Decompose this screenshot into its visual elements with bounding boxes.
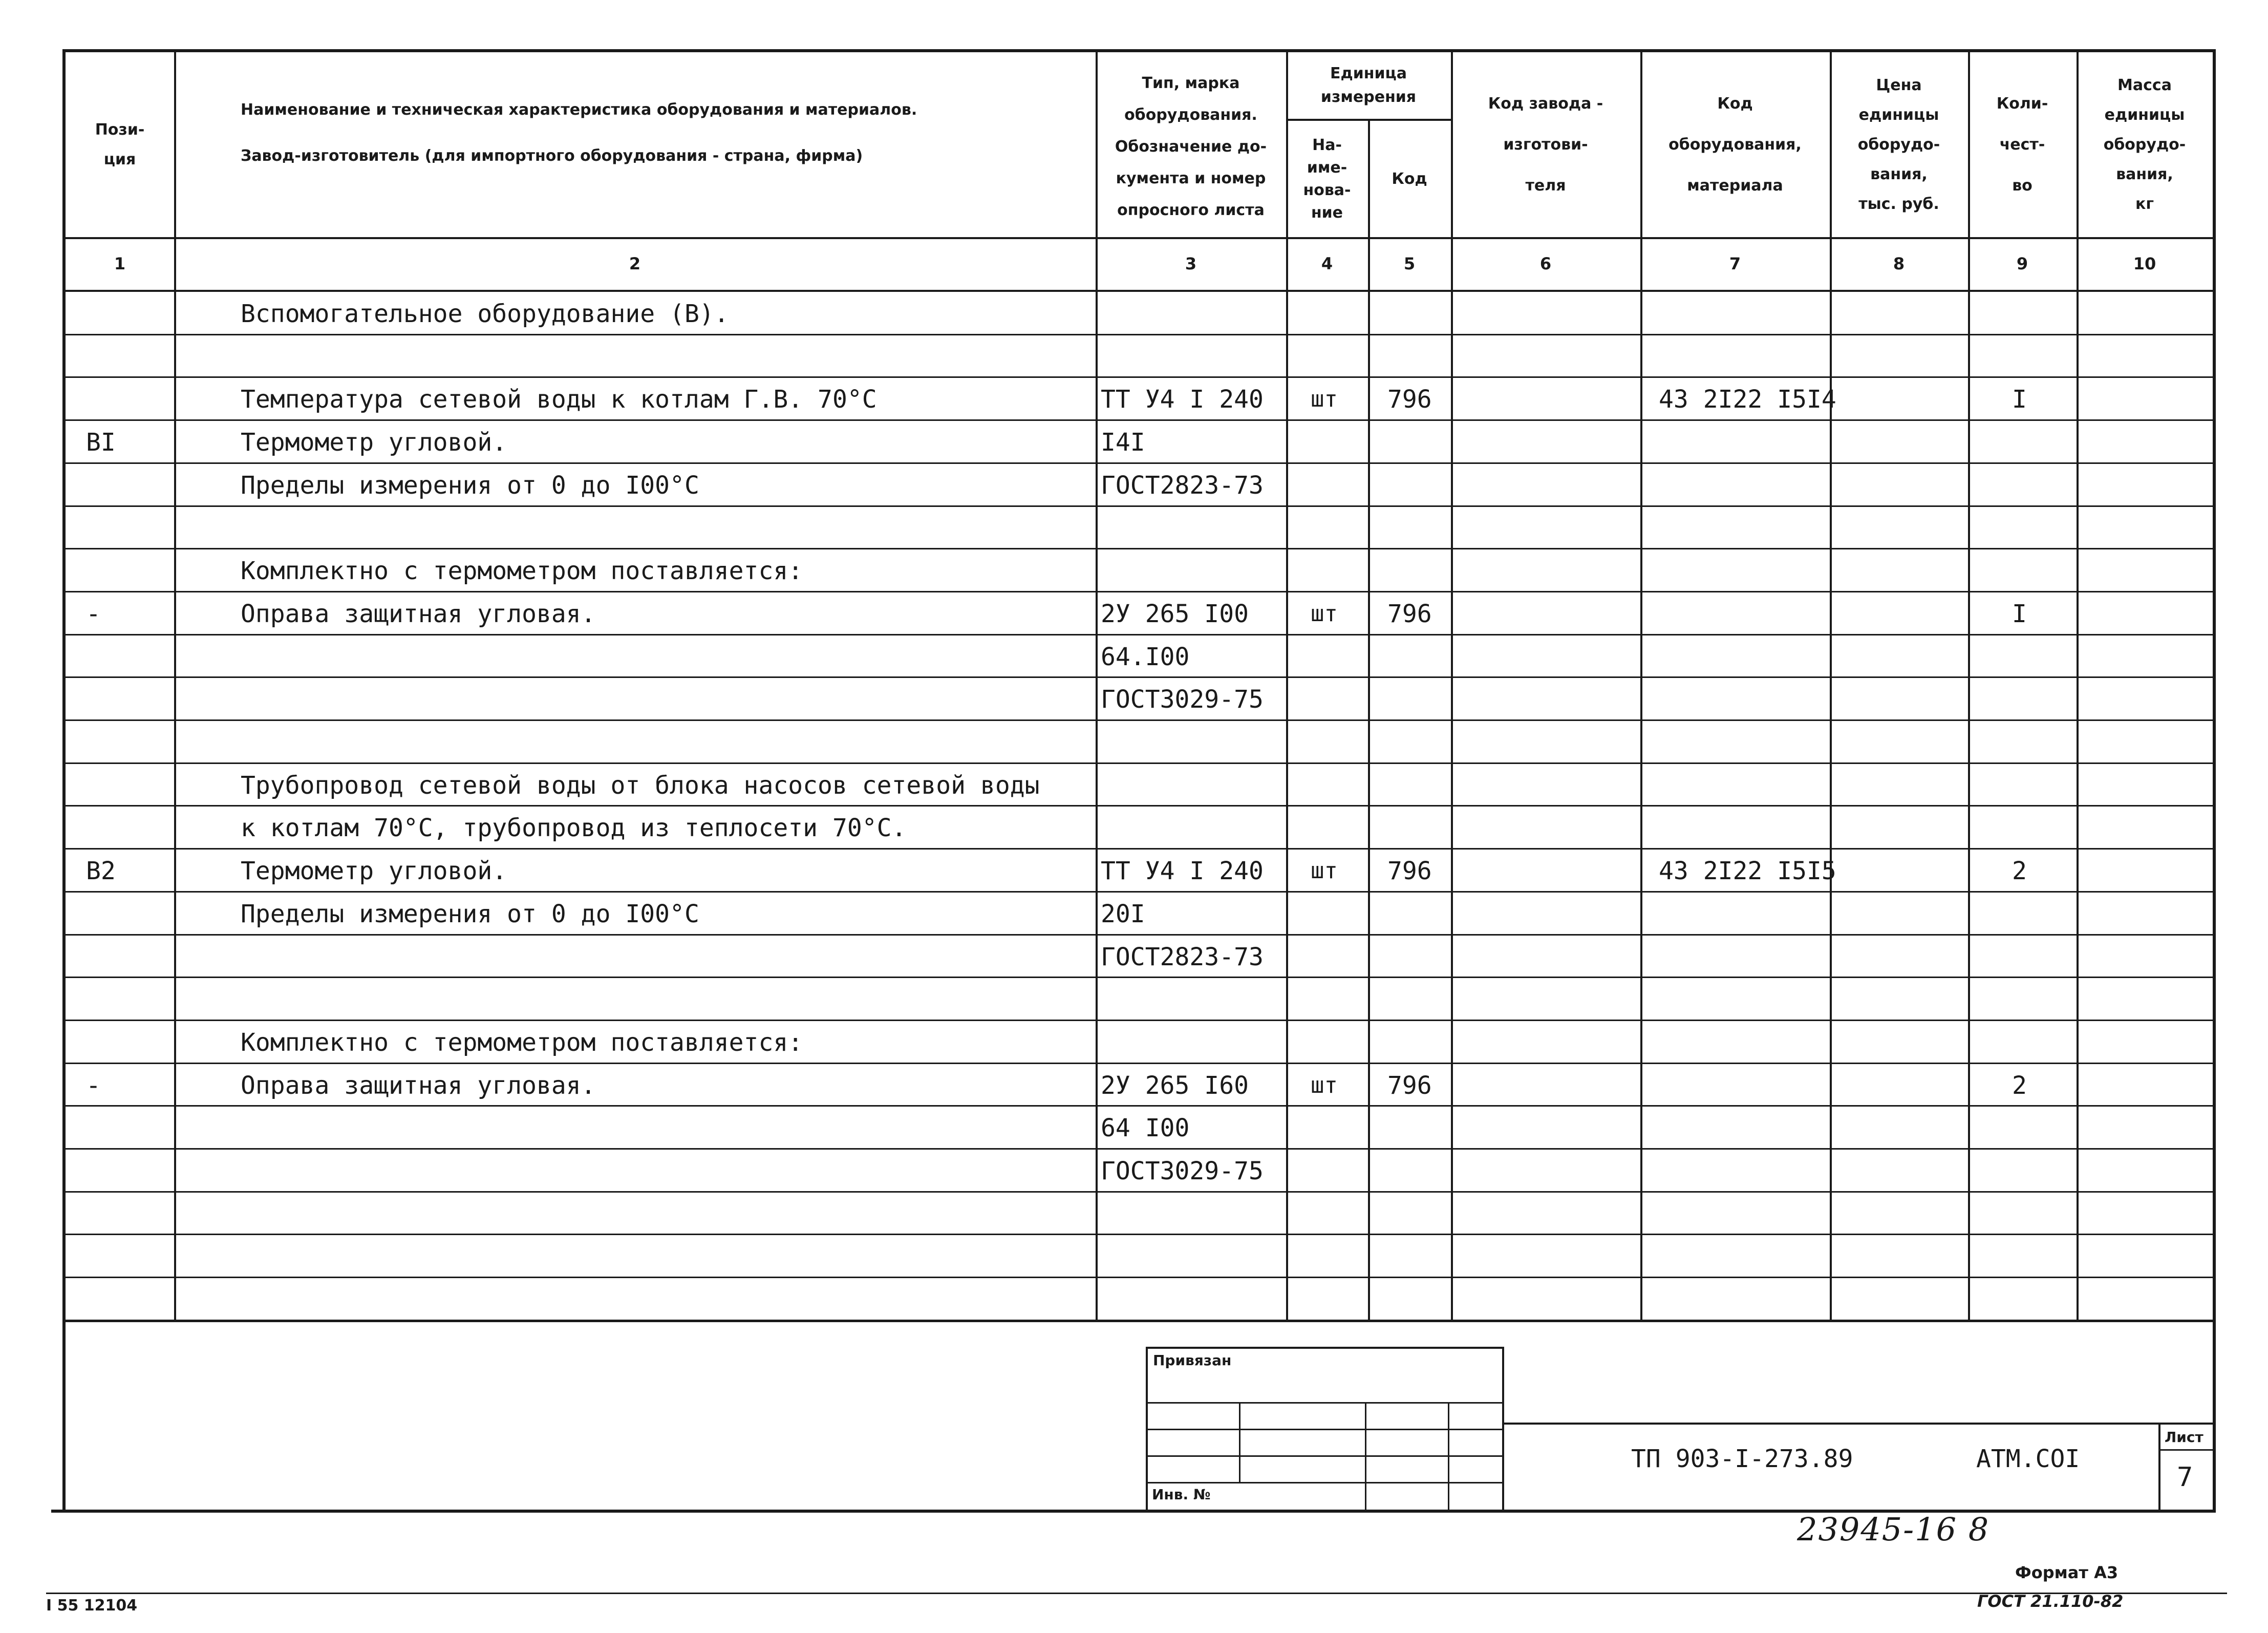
header-position	[66, 52, 174, 237]
row-type: ГОСТ2823-73	[1101, 471, 1264, 500]
row-type: ГОСТ3029-75	[1101, 1157, 1264, 1185]
row-unit-code: 796	[1387, 599, 1432, 628]
header-price	[1830, 52, 1968, 237]
header-unit-code-text: Код	[1392, 169, 1427, 188]
row-divider	[66, 634, 2213, 635]
row-divider	[66, 1148, 2213, 1150]
row-type: ТТ У4 I 240	[1101, 857, 1264, 886]
row-name: Термометр угловой.	[241, 428, 507, 457]
stamp-linked-top	[1146, 1347, 1504, 1349]
column-divider	[1968, 52, 1970, 1320]
column-divider	[1830, 52, 1832, 1320]
row-divider	[66, 462, 2213, 464]
row-quantity: 2	[2012, 857, 2027, 886]
header-unit-name	[1286, 121, 1368, 237]
column-divider	[1640, 52, 1642, 1320]
row-unit-name: шт	[1311, 386, 1338, 413]
row-name: Вспомогательное оборудование (В).	[241, 300, 729, 328]
column-number: 9	[2016, 254, 2028, 273]
row-divider	[66, 591, 2213, 592]
header-unit-name-text: На- име- нова- ние	[1303, 136, 1351, 222]
row-divider	[66, 805, 2213, 807]
footer-gost: ГОСТ 21.110-82	[1977, 1592, 2124, 1611]
stamp-inv-label: Инв. №	[1152, 1486, 1211, 1503]
column-number: 10	[2133, 254, 2156, 273]
row-type: 64.I00	[1101, 642, 1190, 671]
row-name: Пределы измерения от 0 до I00°С	[241, 899, 699, 928]
row-divider	[66, 762, 2213, 764]
header-unit-group	[1286, 52, 1451, 119]
row-quantity: 2	[2012, 1071, 2027, 1100]
header-factory-code	[1451, 52, 1640, 237]
column-divider	[1286, 52, 1288, 1320]
row-name: Температура сетевой воды к котлам Г.В. 70°С	[241, 385, 877, 414]
footer-line	[46, 1593, 2227, 1594]
column-number: 2	[629, 254, 641, 273]
header-unit-group-text: Единица измерения	[1320, 65, 1417, 106]
row-quantity: I	[2012, 385, 2027, 414]
stamp-doc-number: ТП 903-I-273.89	[1631, 1445, 1853, 1473]
row-type: ГОСТ2823-73	[1101, 942, 1264, 971]
row-unit-code: 796	[1387, 857, 1432, 886]
column-number: 3	[1185, 254, 1197, 273]
row-position: -	[86, 1071, 101, 1100]
row-name: Термометр угловой.	[241, 857, 507, 886]
stamp-linked-left	[1146, 1347, 1148, 1510]
row-unit-name: шт	[1311, 1072, 1338, 1098]
header-mass-text: Масса единицы оборудо- вания, кг	[2103, 76, 2186, 213]
stamp-row3	[1146, 1455, 1504, 1457]
header-price-text: Цена единицы оборудо- вания, тыс. руб.	[1857, 76, 1940, 213]
row-divider	[66, 505, 2213, 507]
stamp-row2	[1146, 1429, 1504, 1430]
row-name: Пределы измерения от 0 до I00°С	[241, 471, 699, 500]
row-divider	[66, 719, 2213, 721]
row-position: -	[86, 599, 101, 628]
row-type: ГОСТ3029-75	[1101, 685, 1264, 714]
row-divider	[66, 1105, 2213, 1107]
row-name: Оправа защитная угловая.	[241, 599, 596, 628]
row-divider	[66, 891, 2213, 893]
row-quantity: I	[2012, 599, 2027, 628]
header-type-text: Тип, марка оборудования. Обозначение до- кумента и номер опросного листа	[1115, 74, 1267, 219]
row-position: B2	[86, 857, 116, 886]
stamp-sheet-label: Лист	[2165, 1429, 2203, 1446]
row-divider	[66, 1020, 2213, 1021]
row-divider	[66, 676, 2213, 678]
row-type: I4I	[1101, 428, 1145, 457]
row-divider	[66, 1063, 2213, 1064]
row-divider	[66, 1320, 2213, 1321]
row-divider	[66, 1191, 2213, 1193]
header-factory-code-text: Код завода - изготови- теля	[1488, 94, 1603, 195]
stamp-linked-right	[1502, 1347, 1504, 1510]
header-name-line1: Наименование и техническая характеристика оборудования и материалов.	[241, 101, 917, 119]
header-type	[1096, 56, 1286, 237]
row-name: Комплектно с термометром поставляется:	[241, 1028, 803, 1057]
stamp-doc-top	[1504, 1423, 2213, 1425]
colnum-divider	[66, 290, 2213, 292]
row-name: Комплектно с термометром поставляется:	[241, 557, 803, 586]
row-type: 64 I00	[1101, 1114, 1190, 1143]
stamp-sheet-left	[2158, 1423, 2160, 1510]
row-unit-name: шт	[1311, 858, 1338, 884]
header-mass	[2077, 52, 2213, 237]
column-divider	[2077, 52, 2079, 1320]
stamp-vline3	[1448, 1402, 1449, 1510]
stamp-row4	[1146, 1482, 1504, 1483]
column-number: 5	[1403, 254, 1416, 273]
row-name: Трубопровод сетевой воды от блока насосов сетевой воды	[241, 771, 1040, 800]
row-divider	[66, 1234, 2213, 1235]
header-name-line2: Завод-изготовитель (для импортного оборудования - страна, фирма)	[241, 147, 863, 165]
row-divider	[66, 934, 2213, 936]
stamp-sheet-number: 7	[2177, 1462, 2193, 1493]
row-unit-name: шт	[1311, 600, 1338, 627]
row-divider	[66, 977, 2213, 978]
handwritten-number: 23945-16 8	[1797, 1511, 1990, 1548]
row-divider	[66, 376, 2213, 378]
column-divider	[174, 52, 176, 1320]
stamp-vline2	[1365, 1402, 1366, 1510]
row-name: к котлам 70°С, трубопровод из теплосети 70°С.	[241, 814, 907, 843]
row-equipment-code: 43 2I22 I5I4	[1659, 385, 1836, 414]
row-unit-code: 796	[1387, 1071, 1432, 1100]
row-name: Оправа защитная угловая.	[241, 1071, 596, 1100]
header-quantity	[1968, 52, 2077, 237]
stamp-doc-code: АТМ.СОI	[1976, 1445, 2080, 1473]
row-type: ТТ У4 I 240	[1101, 385, 1264, 414]
stamp-linked-label: Привязан	[1153, 1352, 1232, 1369]
row-type: 20I	[1101, 899, 1145, 928]
row-type: 2У 265 I00	[1101, 599, 1249, 628]
row-type: 2У 265 I60	[1101, 1071, 1249, 1100]
stamp-vline1	[1239, 1402, 1240, 1482]
column-number: 4	[1321, 254, 1333, 273]
stamp-sheet-divider	[2158, 1449, 2213, 1451]
row-position: BI	[86, 428, 116, 457]
column-divider	[1096, 52, 1098, 1320]
footer-format: Формат А3	[2015, 1563, 2119, 1582]
row-divider	[66, 548, 2213, 549]
header-equipment-code-text: Код оборудования, материала	[1668, 94, 1802, 195]
column-number: 1	[114, 254, 126, 273]
header-divider	[66, 237, 2213, 239]
stamp-row1	[1146, 1402, 1504, 1404]
header-quantity-text: Коли- чест- во	[1996, 94, 2048, 195]
row-divider	[66, 419, 2213, 421]
footer-print-code: I 55 12104	[46, 1597, 138, 1615]
header-name	[241, 87, 1060, 179]
column-number: 6	[1539, 254, 1552, 273]
row-divider	[66, 334, 2213, 335]
row-divider	[66, 1277, 2213, 1278]
header-equipment-code	[1640, 52, 1830, 237]
frame-right-border	[2213, 49, 2216, 1513]
column-divider	[1451, 52, 1453, 1320]
row-unit-code: 796	[1387, 385, 1432, 414]
row-equipment-code: 43 2I22 I5I5	[1659, 857, 1836, 886]
header-unit-code	[1368, 121, 1451, 237]
column-number: 7	[1729, 254, 1741, 273]
header-position-text: Пози- ция	[95, 120, 145, 168]
row-divider	[66, 848, 2213, 850]
column-number: 8	[1893, 254, 1905, 273]
